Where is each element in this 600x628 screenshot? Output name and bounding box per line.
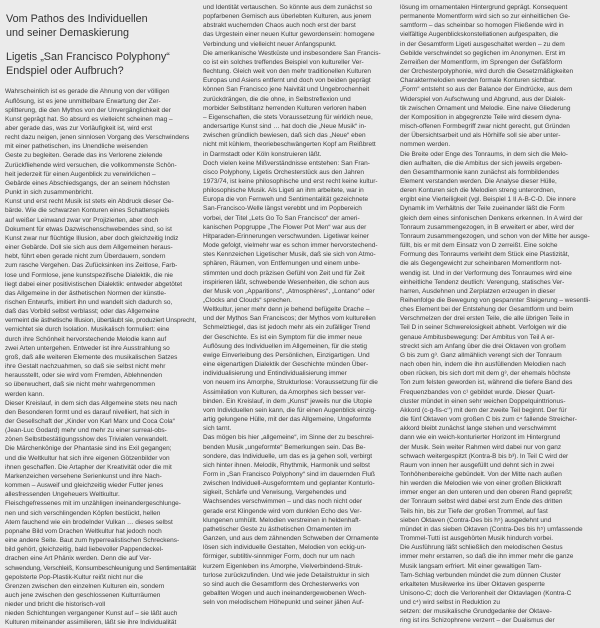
text-line: drachen eine Art Phänix werden. Denn die auf Ver- [5, 555, 152, 563]
text-line: flechtung. Gleich weit von den mehr traditionellen Kulturen [203, 68, 372, 76]
column-body-left [5, 87, 196, 627]
text-line: andersartige Kunst sind … hat doch die „Neue Musik“ in- [203, 123, 367, 131]
text-line: Wachsendes verschwimmen – und das noch nicht oder [203, 498, 363, 506]
text-line: Ganzen, und aus dem zähnenden Schweben der Ornamente [203, 535, 379, 543]
text-line: vielfältige Augenblickskonstellationen aufgespalten, die [400, 31, 559, 39]
text-line: streckt sich am Anfang über die drei Oktaven von großem [400, 342, 566, 350]
text-line: füllt, bis er mit dem Einsatz von D zerreißt. Eine solche [400, 242, 558, 250]
text-line: San-Francisco-Welle längst verebbt und im Popbereich [203, 205, 362, 213]
text-line: Dokument für etwas Dazwischenschwebendes sind, so ist [5, 225, 172, 233]
text-line: Raum von innen her ausgefüllt und dehnt sich in zwei [400, 461, 554, 469]
text-line: Charaktermelodien werden formale Konturen sichtbar. [400, 77, 556, 85]
heading-gap [5, 40, 196, 51]
text-line: permanente Momentform wird sich so zur einheitlichen Ge- [400, 13, 571, 21]
text-line: Unisono-C; doch die Verlorenheit der Oktavlagen (Kontra-C [400, 590, 572, 597]
text-line: – Eigenschaften, die stets Voraussetzung für wirklich neue, [203, 113, 373, 121]
text-line: ches Element bei der Entstehung der Gesamtform und beim [400, 306, 574, 314]
text-line: Auflösung, ist es jene unmittelbare Erwartung der Zer- [5, 97, 161, 105]
text-line: Geste zu begleiten. Gerade das ins Verlorene zielende [5, 152, 163, 160]
text-line: durch ihre Schönheit hervorstechende Melodie kann auf [5, 335, 167, 343]
text-line: der Gesellschaft der „Kinder von Karl Marx und Coca Cola“ [5, 418, 175, 425]
text-line: pathetischer Geste zu ästhetischen Ornamenten im [203, 525, 352, 533]
text-line: rischen Entwurfs, imitiert ihn und wandelt sich dadurch so, [5, 298, 173, 306]
text-line: Kunst geprägt hat. So absurd es vielleicht scheinen mag – [5, 115, 173, 123]
text-line: heit jederzeit für einen Augenblick zu verwirklichen – [5, 170, 156, 178]
text-line: der Übersichtsarbeit und als Hörhilfe soll sie aber unter- [400, 132, 561, 140]
text-line: und der Mythos San Franciscos; der Mythos vom kulturellen [203, 315, 376, 323]
text-line: nommen werden. [400, 141, 451, 149]
text-line: inspirieren läßt, schwebende Wesenheiten, die schon aus [203, 278, 370, 286]
text-line: ergibt eine Vierteiligkeit (vgl. Beispiel 1 II A-B-C-D. Die innere [400, 196, 576, 204]
text-line: einheitliche Tendenz deutlich: Verengung, statisches Ver- [400, 278, 565, 286]
text-line: vermeint die ästhetische Illusion, übertäubt sie, produziert Unsprecht, [5, 317, 197, 325]
text-line: ewige Einverleibung des Persönlichen, Einzigartigen. Und [203, 351, 370, 359]
text-line: Markenzeichen versehene Serienkunst und ihre Nach- [5, 472, 162, 480]
text-line: Gebärde eines Abschiedsgangs, der an seinem höchsten [5, 179, 170, 187]
text-line: sieben Oktaven (Contra-Des bis h⁵) ausgedehnt und [400, 516, 552, 524]
text-line: samtform – das scheinbar so homogen Fließende wird in [400, 22, 564, 30]
text-line: Musik langsam erfriert. Mit einer gewaltigen Tam- [400, 562, 542, 570]
text-line: cisco Polyphony, Ligetis Orchesterstück aus den Jahren [203, 168, 365, 176]
text-line: Schmelztiegel, das ist jedoch mehr als ein zufälliger Trend [203, 324, 371, 332]
text-line: ihre Gestalt nachzuahmen, so daß sie selbst nicht mehr [5, 363, 166, 371]
heading-pathos [6, 13, 196, 40]
text-line: Dynamik im Verhältnis der Teile zueinander läßt die Form [400, 205, 565, 213]
heading-line: Ligetis „San Francisco Polyphony“ [6, 51, 170, 64]
text-line: den Gesamtharmonie kann zunächst als formbildendes [400, 168, 559, 176]
text-line: liegt dabei einer positivistischen Dialektik: entweder abgetötet [5, 280, 183, 288]
text-line: Widerspiel von Aufschwung und Abgrund, aus der Dialek- [400, 95, 566, 103]
text-line: Wahrscheinlich ist es gerade die Ahnung von der völligen [5, 88, 170, 96]
text-line: setzen: der musikalische Grundgedanke der Oktave- [400, 608, 552, 616]
text-line: gepolsterte Pop-Plastik-Kultur reißt nicht nur die [5, 573, 144, 581]
text-line: Teils hin, bis zur Tiefe der großen Trommel, auf fast [400, 507, 548, 515]
text-line: werden kann. [5, 390, 45, 398]
text-line: bärde. Wie die schwarzen Konturen eines Schattenspiels [5, 207, 170, 215]
text-line: tik zwischen Ornament und Melodie. Eine naive Gliederung [400, 104, 571, 112]
text-line: Tonhöhenbereiche gebündelt. Von der Mitte nach außen [400, 470, 562, 478]
text-line: Reihenfolge die Bewegung von gespannter Steigerung – wesentli- [400, 297, 591, 304]
text-line: sich hinter ihnen. Melodik, Rhythmik, Harmonik und selbst [203, 461, 370, 469]
text-line: Element verstanden werden. Die Analyse dieser Hülle, [400, 177, 557, 185]
text-line: mündet in das sieben Oktaven (Contra-Des bis h⁵) umfassende [400, 525, 583, 533]
text-line: „Clocks and Clouds“ sprechen. [203, 297, 292, 304]
text-line: co ist ein solches treffendes Beispiel von kultureller Ver- [203, 58, 364, 66]
text-line: vom Individuellen sein kann, die für einen Augenblick einzig- [203, 406, 377, 414]
text-line: recht dazu neigen, jenen sinnlosen Vorgang des Verschwindens [5, 134, 190, 142]
text-line: dann wie ein weich-konturierter Horizont im Hintergrund [400, 434, 561, 442]
text-line: und Identität vertauschen. So könnte aus dem zunächst so [203, 4, 373, 11]
text-line: genaue Ambitusbewegung: Der Ambitus von Teil A er- [400, 333, 555, 341]
text-line: Zerreißen der Momentform, im Sprengen der Gefäßform [400, 58, 563, 66]
text-line: der Geschichte. Es ist ein Symptom für die immer neue [203, 333, 362, 341]
text-line: abstrakt wuchernden Chaos auch noch erst der barst [203, 22, 356, 30]
text-line: und c⁴) wird selbst in Reduktion zu [400, 599, 500, 607]
text-line: (Jean-Luc Godard) mehr und mehr zu einer surreal-obs- [5, 427, 167, 435]
text-line: akkord bleibt zunächst lange stehen und verschwimmt [400, 425, 557, 433]
text-line: lösung im ornamentalen Hintergrund geprägt. Konsequent [400, 4, 568, 11]
text-line: nen und sich verschlingenden Köpfen bestückt, hellen [5, 509, 161, 517]
text-line: individualisierung und Entindividualisierung immer [203, 370, 347, 378]
text-line: „Form“ entsteht so aus der Balance der Eindrücke, aus dem [400, 86, 573, 94]
text-line: Gebilde verschwindet so geglichen im Anonymen. Erst im [400, 49, 566, 57]
text-line: Mode gefolgt, vielmehr war es schon immer hervorstechend- [203, 242, 378, 250]
text-line: Das mögen bis hier „allgemeine“, im Sinne der zu beschrei- [203, 434, 374, 442]
text-line: Fleischgefressenes mit im unzähligen ineinandergeschlunge- [5, 500, 181, 508]
text-line: auch jene zwischen den geschlossenen Kulturräumen [5, 591, 161, 599]
text-line: der Tonraum selbst wird dabei erst zum Ende des dritten [400, 498, 563, 506]
text-line: in der Gesamtform Ligeti ausgeschaltet werden – zu dem [400, 40, 565, 48]
text-line: hin werden die Melodien wie von einer großen Blickkraft [400, 480, 562, 488]
text-line: nicht mit kühlem, theoriebeschwängerten Kopf am Reißbrett [203, 141, 376, 149]
text-line: deren Konturen sich die Melodien streng unterordnen, [400, 187, 556, 195]
text-line: cluster mündet in einen sehr weichen Doppelquinttrionus- [400, 397, 566, 405]
text-line: groß, daß alle weiteren Elemente des musikalischen Satzes [5, 353, 178, 361]
text-line: wendig ist. Und in der Verformung des Tonraumes wird eine [400, 269, 572, 277]
text-line: Akkord (c-g-fis-c‘‘) mit dem der zweite Teil beginnt. Der für [400, 406, 567, 414]
text-column-left [5, 3, 196, 628]
text-column-middle [203, 3, 394, 607]
text-line: ring ist ins Schizophrene verzerrt – der Dualismus der [400, 617, 555, 625]
text-line: der Musik. Sein weiter Rahmen wird dabei nur von ganz [400, 443, 562, 451]
text-line: das Allgemeine in der ästhetischen Normen der künstle- [5, 289, 167, 297]
text-line: so sind auch die Gesamtform des Orchesterwerks von [203, 580, 360, 588]
text-line: der Orchesterpolyphonie, wird durch die Gesetzmäßigkeiten [400, 68, 574, 76]
text-line: zwischen Individuell-Ausgeformtem und geplanter Konturlo- [203, 480, 375, 488]
text-line: vorbei, der Titel „Lets Go To San Francisco“ der ameri- [203, 214, 360, 222]
text-line: erkalteten Musikwerke ins über Oktaven gesperrte [400, 580, 545, 588]
text-line: turlose zurückzufinden. Und wie jede Detailstruktur in sich [203, 571, 370, 579]
text-line: kurzem Eigenleben ins Amorphe, Vielverbindend-Struk- [203, 562, 363, 570]
text-line: splitterung, die den Mythos von der Unvergänglichkeit der [5, 106, 171, 114]
text-line: Die Märchenkönige der Phantasie sind ins Exil gegangen; [5, 445, 172, 453]
text-line: harren, Ausdehnen und Zerplatzen erzeugen in dieser [400, 287, 556, 295]
text-line: hebt, führt eben gerade nicht zum Überdauern, sondern [5, 253, 166, 261]
text-line: so überwuchert, daß sie nicht mehr wahrgenommen [5, 381, 155, 389]
text-line: oben rücken, bis sich dort mit dem g³, der ehemals höchste [400, 370, 571, 378]
text-line: Zurückfliehende wird versuchen, die vollkommenste Schön- [5, 161, 177, 169]
text-line: daß das Vorbild selbst verblasst; oder das Allgemeine [5, 308, 160, 316]
text-line: sich tarnt. [203, 425, 232, 433]
text-line: schwendung, Verschleiß, Konsumbeschleunigung und Sentimentalität [5, 564, 196, 572]
text-line: Auflösung des Individuellen im Allgemeinen, für die stetig [203, 342, 368, 350]
text-line: Kunst zwar nur flüchtige Illusion, aber doch gleichzeitig Indiz [5, 234, 179, 242]
text-line: lösen sich individuelle Gestalten, Melodien von eckig-un- [203, 544, 367, 552]
text-line: Die Breite oder Enge des Tonraums, in dem sich die Melo- [400, 150, 568, 158]
text-line: Assimilation von Kulturen, da Amorphes sich besser ver- [203, 388, 366, 396]
text-line: gerade erst Klingende wird vom dunklen Echo des Ver- [203, 507, 362, 515]
text-line: philosophische Musik. Als Ligeti an ihm arbeitete, war in [203, 187, 364, 195]
heading-ligeti [6, 51, 196, 78]
text-line: Tonraum zusammengezogen, und schon von der Mitte her ausge- [400, 232, 590, 240]
text-line: geballten Wogen und auch ineinandergewobenen Wech- [203, 590, 367, 597]
text-line: misch-offenen Formbegriff zwar nicht gerecht, gut Gründen [400, 123, 570, 131]
heading-line: Endspiel oder Aufbruch? [6, 64, 124, 77]
text-line: seln von melodischem Höhepunkt und seiner jähen Auf- [203, 599, 364, 607]
heading-line: Vom Pathos des Individuellen [6, 13, 148, 25]
text-line: benden Musik „ungeformte“ Bemerkungen sein. Das Be- [203, 443, 366, 451]
text-line: gleich dem eines sinfonischen Denkens erkennen. In A wird der [400, 214, 583, 222]
text-line: sondere, das Individuelle, um das es ja gehen soll, verbirgt [203, 452, 373, 460]
text-line: Grenzen zwischen den einzelnen Kulturen ein, sondern [5, 582, 165, 590]
text-line: den Besonderen formt und es darauf nivelliert, hat sich in [5, 408, 170, 416]
text-line: stimmten und doch präzisen Gefühl von Zeit und für Zeit [203, 269, 365, 277]
text-line: auf weißer Leinwand zwar vor Projizierten, aber doch [5, 216, 159, 224]
text-line: förmiger, subtiltiv-sinnmiger Form, doch nur um nach [203, 553, 355, 561]
text-line: Verbindung und vielleicht neuer Anfangspunkt. [203, 40, 337, 48]
text-line: nieder und bricht die historisch-voll [5, 601, 106, 609]
text-line: lose und Formlose, jene kunstspezifische Dialektik, die nie [5, 271, 174, 279]
text-line: der Komposition in abgegrenzte Teile wird diesem dyna- [400, 113, 562, 121]
text-line: das Urgestein einer neuen Kultur gewordensein: homogene [203, 31, 375, 39]
text-line: zum rasche Vergehen. Das Zufücksinken ins Zeitlose, Farb- [5, 262, 178, 270]
text-line: Tonraum zusammengezogen, in B erweitert er aber, wird der [400, 223, 575, 231]
text-column-right [400, 3, 594, 626]
column-body-middle [203, 3, 394, 607]
text-line: von neuem ins Amorphe, Strukturlose: Voraussetzung für die [203, 379, 378, 387]
text-line: Weltkultur, jener mehr denn je behend befügelte Drache – [203, 306, 370, 314]
text-line: artig gelungene Hülle, mit der das Allgemeine, Ungeformte [203, 416, 372, 424]
text-line: kommen – Ausweif und gleichzeitig wieder Futter jenes [5, 482, 164, 490]
text-line: G bis zum g³. Ganz allmählich verengt sich der Tonraum [400, 351, 562, 359]
text-line: Teil D in seiner Schwerelosigkeit abhebt. Verfolgen wir die [400, 324, 567, 332]
text-line: bild gehört, gleichzeitig, bald liebevoller Pappendeckel- [5, 546, 164, 554]
text-line: immer mehr erstarren, so daß die ihn immer mehr die ganze [400, 553, 574, 561]
text-line: Kulturen miteinander assimilieren, läßt sie ihre Individualität [5, 619, 177, 627]
text-line: Die Ausführung läßt schließlich den melodischen Gestus [400, 544, 563, 552]
text-line: Punkt in sich zusammenbricht. [5, 189, 94, 197]
text-line: Trommel-Tutti ist ausgehörten Musik hindurch vorbei. [400, 535, 554, 543]
text-line: popnahe Bild vom Drachen Weltkultur hat jedoch noch [5, 527, 162, 535]
text-line: binden. Ein Kreislauf, in dem „Kunst“ jeweils nur die Utopie [203, 397, 373, 405]
text-line: kanischen Popgruppe „The Flower Pot Men“ war aus der [203, 223, 367, 231]
text-line: Form in „San Francisco Polyphony“ sind im dauernden Fluß [203, 470, 375, 478]
text-line: können San Francisco jene Naivität und Ungebrochenheit [203, 86, 370, 94]
text-line: Doch vielen keine Mißverständnisse entstehen: San Fran- [203, 159, 370, 167]
text-line: der Musik von „Apparitions“, „Atmosphères“, „Lontano“ oder [203, 287, 375, 295]
text-line: zwei Arten untergehen. Entweder ist ihre Ausstrahlung so [5, 344, 170, 352]
text-line: stes Kennzeichen Ligetischer Musik, daß sie sich von Atmo- [203, 251, 376, 259]
text-line: zönen Selbstbestätigungsshow des Trivialen verwandelt. [5, 436, 168, 444]
text-line: Verschmelzen der drei ersten Teile, die alle übrigen Teile in [400, 315, 570, 323]
text-line: zwischen gründlich bewiesen, daß sich das „Neue“ eben [203, 132, 366, 140]
text-line: Ton zum felsten geworden ist, während die tiefere Band des [400, 379, 573, 387]
text-line: Frequenzbandes von c¹ gebildet wurde. Dieser Quart- [400, 388, 555, 396]
column-body-right [400, 3, 594, 626]
text-line: schwach weitergespitzt (Kontra-B bis b³). In Teil C wird der [400, 452, 569, 460]
text-line: vernichtet sie durch Isolation. Musikalisch formuliert: eine [5, 326, 170, 334]
text-line: Europas und Asiens entfernt und doch von beiden geprägt [203, 77, 371, 85]
text-line: popfarbenen Gemisch aus überlebten Kulturen, aus jenem [203, 13, 372, 21]
text-line: herausstellt, oder sie wird vom Fremden, Ablehnenden [5, 372, 163, 380]
text-line: 1973/74, ist keine philosophische und erst recht keine kultur- [203, 177, 378, 185]
text-line: ihnen geschaffen. Die Artapher der Kreativität oder die mit [5, 463, 172, 471]
text-line: Tam-Schlag verbunden mündet die zum dünnen Cluster [400, 571, 561, 579]
text-line: sigkeit, Schärfe und Verwisung, Vergehendes und [203, 489, 347, 497]
text-line: die fünf Oktaven vom großen C bis zum c⁴ fallende Streicher- [400, 416, 577, 424]
heading-line: und seiner Demaskierung [6, 26, 130, 39]
text-line: dien aufhalten, die die Ambitus der sich jeweils ergeben- [400, 159, 563, 167]
text-line: mit einer pathetischen, ins Unendliche weisenden [5, 143, 148, 151]
text-line: einer Gebärde. Doll sie sich aus dem Allgemeinen heraus- [5, 244, 173, 252]
text-line: und die Weltkultur hat sich ihre eigenen Götzenbilder von [5, 454, 170, 462]
text-line: morbider Selbstiltanz herrenden Kulturen verloren haben [203, 104, 367, 112]
text-line: nieden Schichtungen vergangener Kunst auf – sie läßt auch [5, 610, 178, 618]
text-line: sphären, Räumen, von Entfernungen und einem unbe- [203, 260, 361, 268]
text-line: nach oben hin, indem die ihn ausfüllenden Melodien nach [400, 361, 566, 369]
text-line: die als Gegengewicht zur scheinbaren Momentform not- [400, 260, 562, 268]
text-line: Die amerikanische Westküste und insbesondere San Francis- [203, 49, 381, 57]
text-line: aber gerade das, was zur Vorläufigkeit ist, wird erst [5, 125, 153, 132]
text-line: in Darmstadt oder Köln konstruieren läßt. [203, 150, 322, 158]
text-line: allesfressenden Ungeheuers Weltkultur. [5, 491, 120, 499]
text-line: eine andere Seite. Baut zum hyperrealistischen Schreckens- [5, 537, 180, 545]
text-line: Atem fauchend wie ein brodelnder Vulkan … dieses selbst [5, 518, 173, 526]
text-line: Formung des Tonraums verleiht dem Stück eine Plastizität, [400, 251, 570, 259]
text-line: klungenen umhüllt. Melodien verstreinen in heldenhaft- [203, 516, 361, 524]
text-line: Kunst und erst recht Musik ist stets ein Abdruck dieser Ge- [5, 198, 174, 206]
text-line: Hitparaden-Erinnerungen verschwunden. Ligetiwar keiner [203, 232, 369, 240]
text-line: zurückdrängen, die die ohne, in Selbstreflexion und [203, 95, 351, 103]
text-line: immer enger an den unteren und den oberen Rand gepreßt; [400, 489, 573, 497]
text-line: Europa die von Fernweh und Sentimentalität gezeichnete [203, 196, 369, 204]
text-line: Dieser Kreislauf, in dem sich das Allgemeine stets neu nach [5, 399, 178, 407]
text-line: eine eigenartigen Dialektik der Geschichte münden Über- [203, 361, 369, 369]
